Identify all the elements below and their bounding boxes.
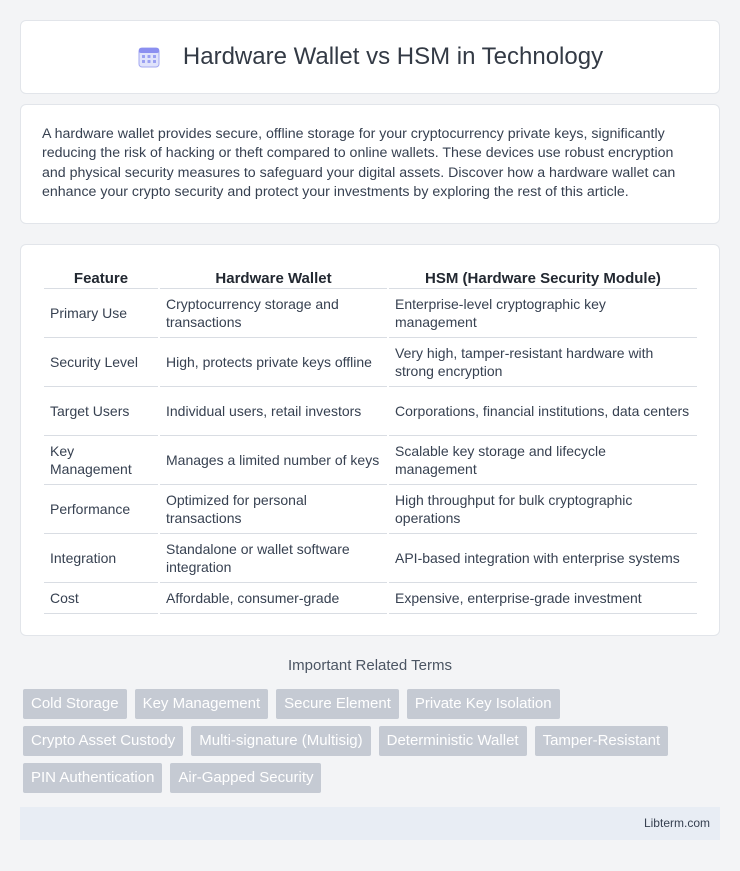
tag-multisig[interactable]: Multi-signature (Multisig) [191, 726, 370, 756]
tag-secure-element[interactable]: Secure Element [276, 689, 399, 719]
hsm-cell: Enterprise-level cryptographic key management [389, 289, 697, 338]
tag-air-gapped-security[interactable]: Air-Gapped Security [170, 763, 321, 793]
table-row [44, 583, 697, 614]
calendar-grid-icon [137, 45, 161, 69]
tag-key-management[interactable]: Key Management [135, 689, 269, 719]
feature-cell: Primary Use [44, 289, 158, 338]
hardware-wallet-cell: Affordable, consumer-grade [160, 583, 387, 614]
hsm-cell: Scalable key storage and lifecycle management [389, 436, 697, 485]
title-card [20, 20, 720, 94]
feature-cell: Target Users [44, 387, 158, 436]
footer-site-link[interactable]: Libterm.com [643, 816, 710, 830]
tag-row [23, 689, 723, 719]
hsm-cell: High throughput for bulk cryptographic operations [389, 485, 697, 534]
table-row [44, 387, 697, 436]
feature-cell: Cost [44, 583, 158, 614]
hardware-wallet-cell: Standalone or wallet software integration [160, 534, 387, 583]
tag-private-key-isolation[interactable]: Private Key Isolation [407, 689, 560, 719]
hsm-cell: Expensive, enterprise-grade investment [389, 583, 697, 614]
tag-row [23, 726, 723, 756]
feature-cell: Security Level [44, 338, 158, 387]
hsm-cell: API-based integration with enterprise systems [389, 534, 697, 583]
tag-pin-authentication[interactable]: PIN Authentication [23, 763, 162, 793]
intro-card [20, 104, 720, 224]
header-feature: Feature [44, 265, 158, 289]
page-title: Hardware Wallet vs HSM in Technology [182, 43, 604, 70]
hardware-wallet-cell: High, protects private keys offline [160, 338, 387, 387]
hardware-wallet-cell: Individual users, retail investors [160, 387, 387, 436]
hardware-wallet-cell: Cryptocurrency storage and transactions [160, 289, 387, 338]
hardware-wallet-cell: Manages a limited number of keys [160, 436, 387, 485]
tag-crypto-asset-custody[interactable]: Crypto Asset Custody [23, 726, 183, 756]
hsm-cell: Very high, tamper-resistant hardware with strong encryption [389, 338, 697, 387]
tag-tamper-resistant[interactable]: Tamper-Resistant [535, 726, 669, 756]
header-hsm: HSM (Hardware Security Module) [389, 265, 697, 289]
tag-deterministic-wallet[interactable]: Deterministic Wallet [379, 726, 527, 756]
hsm-cell: Corporations, financial institutions, data centers [389, 387, 697, 436]
table-row [44, 289, 697, 338]
hardware-wallet-cell: Optimized for personal transactions [160, 485, 387, 534]
table-row [44, 485, 697, 534]
feature-cell: Key Management [44, 436, 158, 485]
table-row [44, 436, 697, 485]
header-hardware-wallet: Hardware Wallet [160, 265, 387, 289]
footer [20, 807, 720, 840]
table-header-row [44, 265, 697, 289]
related-terms-title: Important Related Terms [288, 657, 452, 674]
comparison-table [42, 265, 699, 614]
table-row [44, 338, 697, 387]
related-terms-tags [23, 689, 723, 800]
comparison-card [20, 244, 720, 636]
feature-cell: Performance [44, 485, 158, 534]
intro-paragraph: A hardware wallet provides secure, offline storage for your cryptocurrency private keys, significantly reducing the risk of hacking or theft compared to online wallets. These devices use robust encryption and physical security measures to safeguard your digital assets. Discover how a hardware wallet can enhance your crypto security and protect your investments by exploring the rest of this article. [42, 126, 676, 200]
tag-row [23, 763, 723, 793]
feature-cell: Integration [44, 534, 158, 583]
table-row [44, 534, 697, 583]
tag-cold-storage[interactable]: Cold Storage [23, 689, 127, 719]
